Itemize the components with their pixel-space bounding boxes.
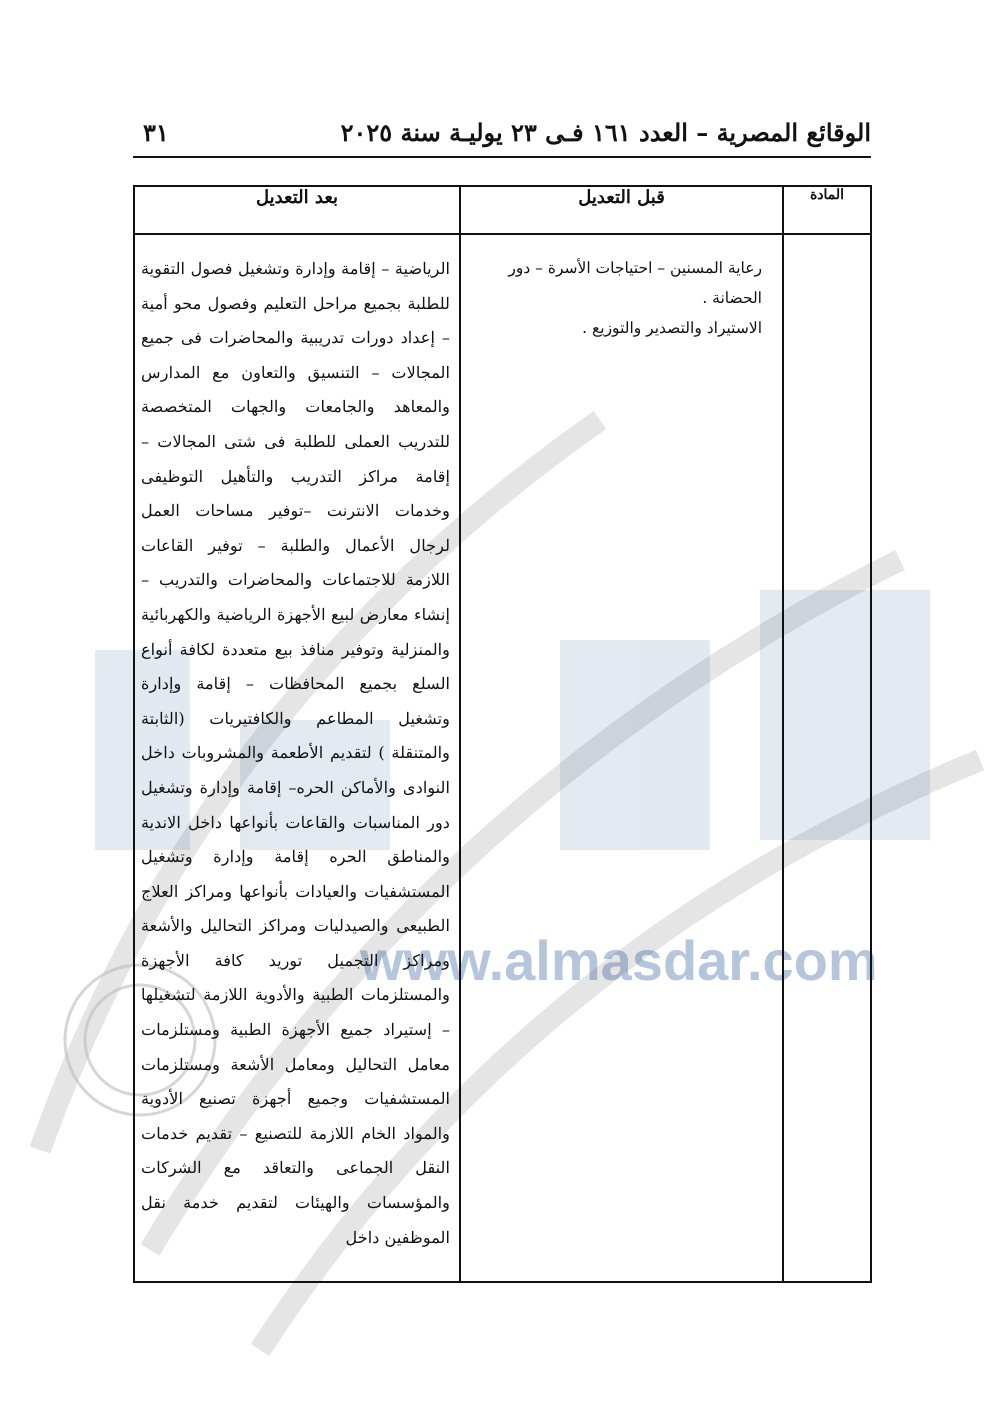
column-header-after: بعد التعديل [134,186,460,234]
table-header-row [134,186,871,234]
page-title: الوقائع المصرية – العدد ١٦١ فـى ٢٣ يوليـة سنة ٢٠٢٥ [340,118,871,147]
column-header-before: قبل التعديل [460,186,783,234]
amendment-table [133,185,872,1283]
before-line: الاستيراد والتصدير والتوزيع . [582,319,762,337]
before-line: الحضانة . [702,289,762,307]
column-header-article: المادة [783,186,871,234]
article-cell [783,234,871,1282]
after-amendment-text: الرياضية – إقامة وإدارة وتشغيل فصول التقوية للطلبة بجميع مراحل التعليم وفصول محو أمية – إعداد دورات تدريبية والمحاضرات فى جميع المجالات – التنسيق والتعاون مع المدارس والمعاهد والجامعات والجهات المتخصصة للتدريب العملى للطلبة فى شتى المجالات – إقامة مراكز التدريب والتأهيل التوظيفى وخدمات الانترنت –توفير مساحات العمل لرجال الأعمال والطلبة – توفير القاعات اللازمة للاجتماعات والمحاضرات والتدريب – إنشاء معارض لبيع الأجهزة الرياضية والكهربائية والمنزلية وتوفير منافذ بيع متعددة لكافة أنواع السلع بجميع المحافظات – إقامة وإدارة وتشغيل المطاعم والكافتيريات (الثابتة والمتنقلة ) لتقديم الأطعمة والمشروبات داخل النوادى والأماكن الحره– إقامة وإدارة وتشغيل دور المناسبات والقاعات بأنواعها داخل الاندية والمناطق الحره إقامة وإدارة وتشغيل المستشفيات والعيادات بأنواعها ومراكز العلاج الطبيعى والصيدليات ومراكز التحاليل والأشعة ومراكز التجميل توريد كافة الأجهزة والمستلزمات الطبية والأدوية اللازمة لتشغيلها – إستيراد جميع الأجهزة الطبية ومستلزمات معامل التحاليل ومعامل الأشعة ومستلزمات المستشفيات وجميع أجهزة تصنيع الأدوية والمواد الخام اللازمة للتصنيع – تقديم خدمات النقل الجماعى والتعاقد مع الشركات والمؤسسات والهيئات لتقديم خدمة نقل الموظفين داخل [141,259,450,1247]
page-number: ٣١ [143,118,169,147]
before-line: رعاية المسنين – احتياجات الأسرة – دور [508,259,762,277]
table-row [134,234,871,1282]
before-amendment-cell [460,234,783,1282]
watermark-site-text: www.almasdar.com [360,929,878,992]
page-header [133,112,871,158]
after-amendment-cell [134,234,460,1282]
